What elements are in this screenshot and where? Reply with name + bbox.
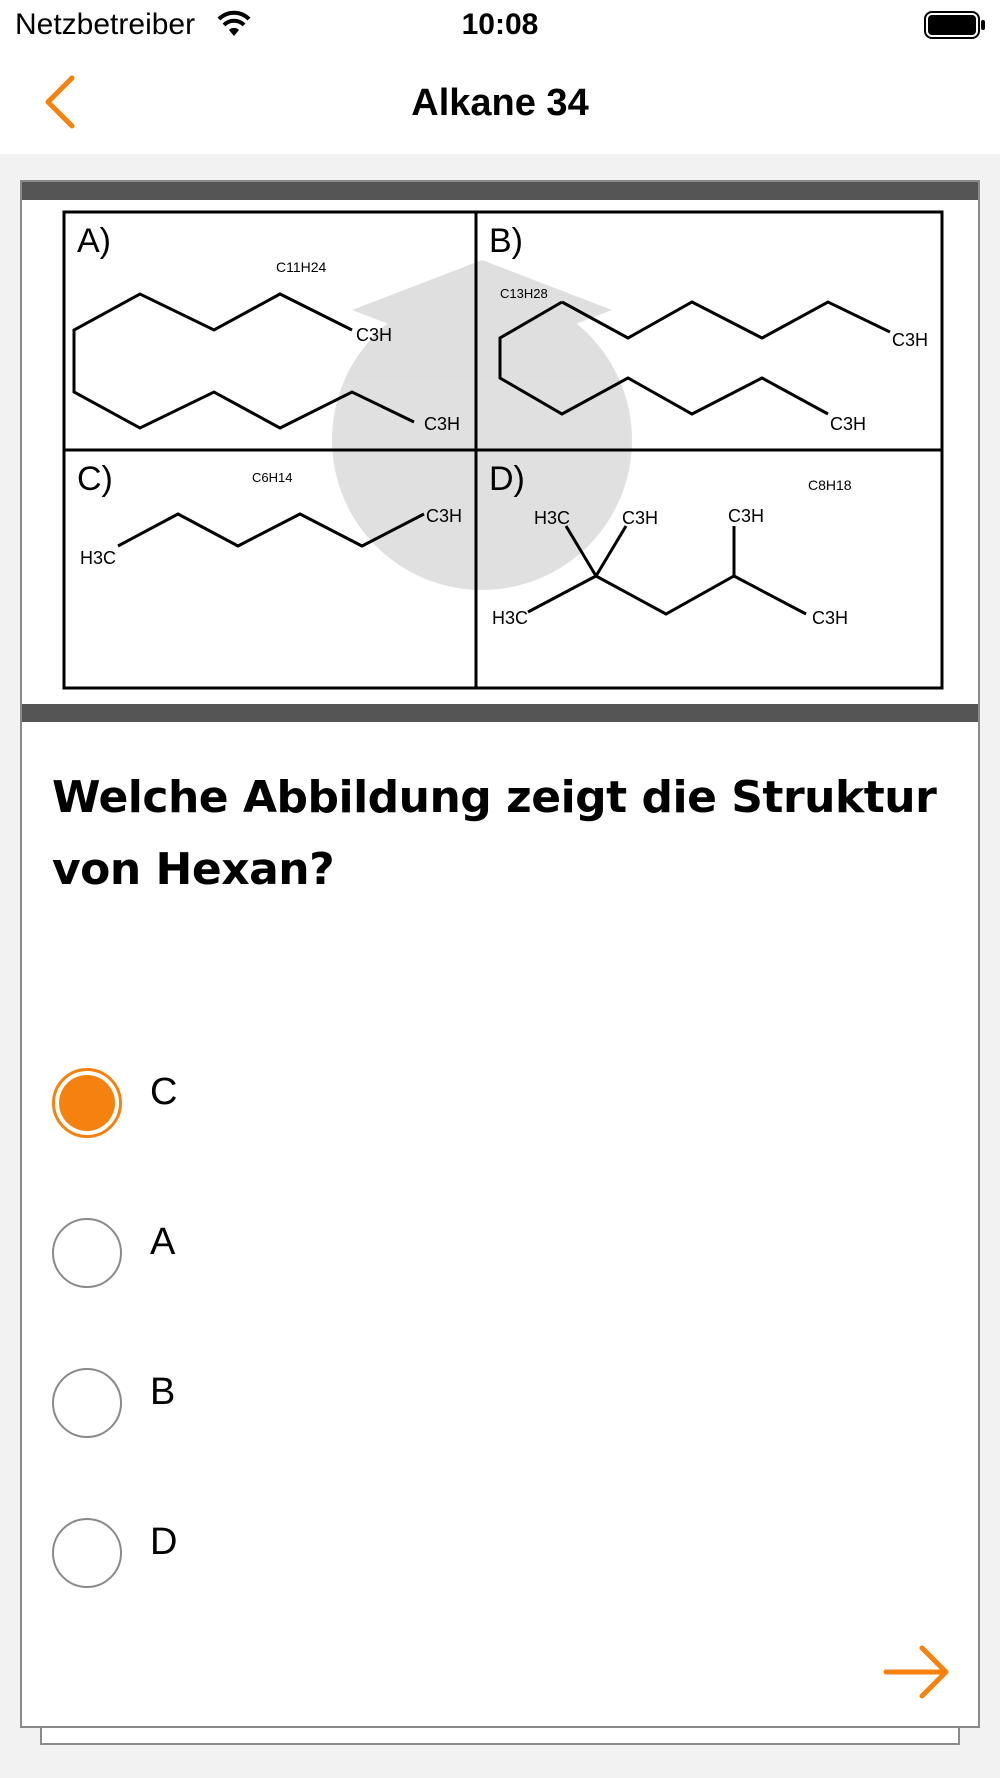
panel-label-b: B) [489,222,523,260]
panel-label-c: C) [77,460,113,498]
group-label-c2: C3H [426,506,463,526]
panel-label-d: D) [489,460,525,498]
group-label-b1: C3H [892,330,929,350]
arrow-right-icon[interactable] [882,1642,952,1702]
group-label-b2: C3H [830,414,867,434]
group-label-d4: H3C [492,608,529,628]
image-frame-bottom [22,704,978,722]
group-label-a1: C3H [356,325,393,345]
panel-label-a: A) [77,222,111,260]
answer-label: A [150,1221,176,1263]
formula-b: C13H28 [500,286,548,301]
nav-bar [0,50,1000,154]
image-frame-top [22,182,978,200]
group-label-d3: C3H [728,506,765,526]
question-text: Welche Abbildung zeigt die Struktur von Hexan? [52,772,937,895]
structure-d [528,576,806,614]
group-label-d1: H3C [534,508,571,528]
radio-button[interactable] [52,1368,122,1438]
card-stack-shadow [40,1725,960,1745]
status-bar [0,0,1000,50]
clock: 10:08 [461,8,539,41]
carrier-label: Netzbetreiber [15,8,196,41]
radio-button[interactable] [52,1518,122,1588]
group-label-c1: H3C [80,548,117,568]
page-title: Alkane 34 [411,82,589,124]
radio-button[interactable] [52,1218,122,1288]
battery-icon [924,10,986,40]
answer-option-a[interactable] [52,1212,752,1292]
answer-label: D [150,1521,178,1563]
answer-option-d[interactable] [52,1512,752,1592]
formula-d: C8H18 [808,477,852,493]
structures-figure [22,200,978,704]
group-label-d5: C3H [812,608,849,628]
formula-a: C11H24 [276,259,327,275]
radio-button-selected[interactable] [52,1068,122,1138]
watermark-logo [332,260,632,590]
answer-label: C [150,1071,178,1113]
question-card [20,180,980,1728]
answer-label: B [150,1371,176,1413]
question-image [22,182,978,722]
group-label-a2: C3H [424,414,461,434]
group-label-d2: C3H [622,508,659,528]
formula-c: C6H14 [252,470,293,485]
answer-option-c[interactable] [52,1062,752,1142]
answer-option-b[interactable] [52,1362,752,1442]
